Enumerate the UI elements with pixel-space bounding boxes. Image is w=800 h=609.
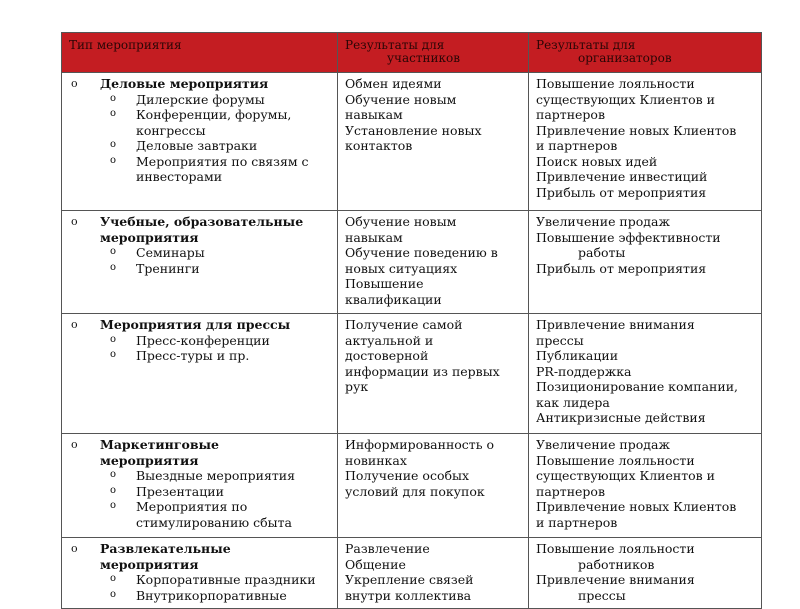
- result-line: внутри коллектива: [345, 587, 472, 603]
- bullet-icon: o: [110, 246, 117, 257]
- subtype-text: конгрессы: [136, 122, 206, 138]
- header-organizers: [529, 33, 762, 73]
- subtype-text: Конференции, форумы,: [136, 107, 292, 122]
- result-line: Обмен идеями: [345, 76, 442, 91]
- participants-results-cell: [338, 538, 529, 609]
- event-subtypes-list: [100, 572, 331, 603]
- result-line: прессы: [536, 332, 584, 348]
- result-line: Обучение поведению в: [345, 245, 498, 260]
- result-line: Привлечение внимания: [536, 317, 695, 332]
- result-line: Прибыль от мероприятия: [536, 260, 707, 276]
- header-text: участников: [387, 51, 460, 65]
- result-line: Повышение эффективности: [536, 229, 721, 245]
- subtype-text: Корпоративные праздники: [136, 572, 316, 587]
- bullet-icon: o: [110, 500, 117, 511]
- result-line: работников: [578, 556, 655, 572]
- header-text: Результаты для: [536, 38, 636, 52]
- result-line: Повышение лояльности: [536, 452, 695, 468]
- list-item: [110, 245, 331, 261]
- result-line: Установление новых: [345, 122, 482, 138]
- bullet-icon: o: [110, 573, 117, 584]
- event-subtypes-list: [100, 92, 331, 185]
- subtype-text: стимулированию сбыта: [136, 514, 292, 530]
- result-line: Информированность о: [345, 437, 495, 452]
- result-line: как лидера: [536, 394, 610, 410]
- result-line: Публикации: [536, 348, 619, 363]
- list-item: [110, 587, 331, 604]
- result-line: контактов: [345, 138, 413, 153]
- table-row: [62, 73, 762, 211]
- list-item: [110, 107, 331, 138]
- organizers-results-cell: [529, 73, 762, 211]
- result-line: квалификации: [345, 291, 442, 307]
- bullet-icon: o: [71, 215, 78, 228]
- bullet-icon: o: [110, 139, 117, 150]
- bullet-icon: o: [110, 261, 117, 273]
- subtype-text: Внутрикорпоративные: [136, 587, 287, 603]
- result-line: условий для покупок: [345, 483, 485, 499]
- header-event-type: [62, 33, 338, 73]
- participants-results-cell: [338, 211, 529, 314]
- result-line: Увеличение продаж: [536, 437, 670, 452]
- bullet-icon: o: [110, 349, 117, 360]
- result-line: Получение самой: [345, 317, 463, 332]
- result-line: Увеличение продаж: [536, 214, 670, 229]
- subtype-text: Пресс-конференции: [136, 332, 270, 348]
- result-line: информации из первых: [345, 363, 500, 379]
- result-line: Повышение: [345, 276, 424, 291]
- organizers-results-cell: [529, 314, 762, 434]
- bullet-icon: o: [110, 484, 117, 496]
- subtype-text: Выездные мероприятия: [136, 468, 296, 483]
- event-type-cell: [62, 538, 338, 609]
- subtype-text: Тренинги: [136, 260, 200, 276]
- list-item: [110, 260, 331, 277]
- result-line: новинках: [345, 452, 407, 468]
- list-item: [110, 348, 331, 364]
- subtype-text: Мероприятия по: [136, 499, 248, 514]
- result-line: навыкам: [345, 107, 403, 122]
- list-item: [110, 499, 331, 530]
- result-line: навыкам: [345, 229, 403, 245]
- event-type-cell: [62, 314, 338, 434]
- result-line: прессы: [578, 587, 626, 603]
- events-table: [61, 32, 762, 609]
- bullet-icon: o: [110, 92, 117, 104]
- subtype-text: Семинары: [136, 245, 205, 260]
- participants-results-cell: [338, 434, 529, 538]
- event-subtypes-list: [100, 245, 331, 276]
- result-line: Повышение лояльности: [536, 76, 695, 91]
- result-line: и партнеров: [536, 138, 618, 153]
- result-line: партнеров: [536, 107, 605, 122]
- subtype-text: Дилерские форумы: [136, 91, 265, 107]
- list-item: [110, 483, 331, 500]
- list-item: [110, 468, 331, 484]
- list-item: [110, 153, 331, 185]
- header-text: организаторов: [578, 51, 672, 65]
- result-line: Привлечение новых Клиентов: [536, 122, 737, 138]
- table-row: [62, 538, 762, 609]
- organizers-results-cell: [529, 538, 762, 609]
- event-subtypes-list: [100, 468, 331, 530]
- event-type-title: Развлекательные: [100, 541, 231, 556]
- bullet-icon: o: [71, 77, 78, 90]
- participants-results-cell: [338, 73, 529, 211]
- result-line: Привлечение инвестиций: [536, 169, 708, 184]
- bullet-icon: o: [110, 154, 117, 166]
- result-line: партнеров: [536, 483, 605, 499]
- table-row: [62, 314, 762, 434]
- bullet-icon: o: [110, 333, 117, 345]
- result-line: Общение: [345, 556, 406, 572]
- result-line: и партнеров: [536, 514, 618, 530]
- organizers-results-cell: [529, 211, 762, 314]
- organizers-results-cell: [529, 434, 762, 538]
- result-line: Антикризисные действия: [536, 410, 706, 425]
- event-subtypes-list: [100, 333, 331, 364]
- result-line: Развлечение: [345, 541, 430, 556]
- result-line: рук: [345, 379, 369, 394]
- event-type-title: Мероприятия для прессы: [100, 317, 291, 332]
- result-line: новых ситуациях: [345, 260, 458, 276]
- header-participants: [338, 33, 529, 73]
- list-item: [110, 91, 331, 108]
- result-line: Укрепление связей: [345, 572, 474, 587]
- subtype-text: Мероприятия по связям с: [136, 153, 309, 169]
- result-line: Обучение новым: [345, 91, 457, 107]
- subtype-text: инвесторами: [136, 169, 223, 184]
- list-item: [110, 572, 331, 588]
- event-type-title: мероприятия: [100, 229, 199, 245]
- result-line: Прибыль от мероприятия: [536, 184, 707, 200]
- event-type-cell: [62, 434, 338, 538]
- event-type-cell: [62, 211, 338, 314]
- result-line: PR-поддержка: [536, 363, 632, 379]
- list-item: [110, 138, 331, 154]
- bullet-icon: o: [71, 438, 78, 451]
- bullet-icon: o: [110, 108, 117, 119]
- header-text: Результаты для: [345, 38, 445, 52]
- event-type-title: Маркетинговые: [100, 437, 219, 452]
- result-line: достоверной: [345, 348, 429, 363]
- result-line: существующих Клиентов и: [536, 468, 715, 483]
- table-row: [62, 211, 762, 314]
- result-line: Позиционирование компании,: [536, 379, 738, 394]
- result-line: существующих Клиентов и: [536, 91, 715, 107]
- bullet-icon: o: [71, 318, 78, 331]
- event-type-title: Деловые мероприятия: [100, 76, 269, 91]
- result-line: Поиск новых идей: [536, 153, 658, 169]
- result-line: актуальной и: [345, 332, 434, 348]
- event-type-title: мероприятия: [100, 452, 199, 468]
- header-text: Тип мероприятия: [69, 38, 182, 52]
- event-type-cell: [62, 73, 338, 211]
- result-line: работы: [578, 245, 626, 260]
- header-row: [62, 33, 762, 73]
- bullet-icon: o: [71, 542, 78, 555]
- event-type-title: мероприятия: [100, 556, 199, 572]
- list-item: [110, 332, 331, 349]
- bullet-icon: o: [110, 588, 117, 600]
- result-line: Обучение новым: [345, 214, 457, 229]
- result-line: Привлечение новых Клиентов: [536, 499, 737, 514]
- subtype-text: Пресс-туры и пр.: [136, 348, 250, 363]
- subtype-text: Деловые завтраки: [136, 138, 258, 153]
- participants-results-cell: [338, 314, 529, 434]
- result-line: Повышение лояльности: [536, 541, 695, 556]
- result-line: Получение особых: [345, 468, 469, 483]
- subtype-text: Презентации: [136, 483, 224, 499]
- table-row: [62, 434, 762, 538]
- table-body: [62, 73, 762, 609]
- result-line: Привлечение внимания: [536, 572, 695, 587]
- bullet-icon: o: [110, 469, 117, 480]
- event-type-title: Учебные, образовательные: [100, 214, 304, 229]
